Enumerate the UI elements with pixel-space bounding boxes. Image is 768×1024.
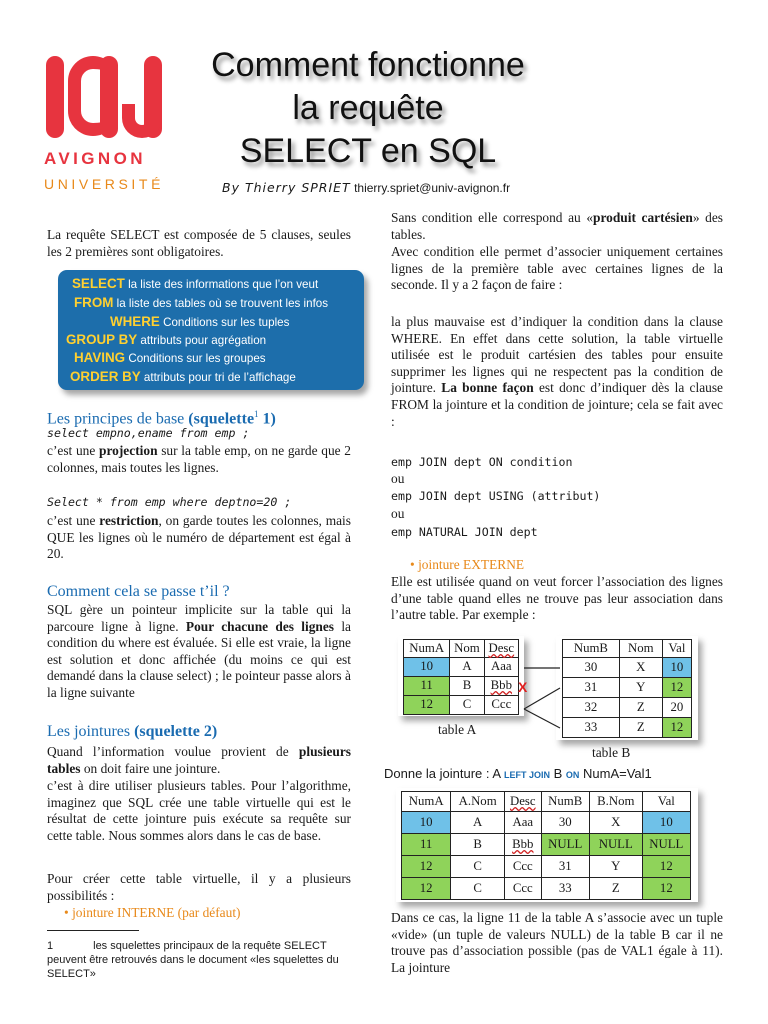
table-row: 12 C Ccc 33 Z 12 [402, 878, 691, 900]
author-email: thierry.spriet@univ-avignon.fr [354, 181, 511, 195]
clause-groupby: GROUP BY attributs pour agrégation [66, 332, 267, 347]
code-join-on: emp JOIN dept ON condition [391, 455, 573, 469]
join-caption: Donne la jointure : A LEFT JOIN B ON NumA=Val1 [384, 766, 652, 781]
table-row: 12 C Ccc 31 Y 12 [402, 856, 691, 878]
text-mauvaise: la plus mauvaise est d’indiquer la condition dans la clause WHERE. En effet dans cette solution, la table virtuelle utilisée est le produit cartésien des tables pour ensuite supprimer les lignes qui ne respectent pas la condition de jointure. La bonne façon est donc d’indiquer dès la clause FROM la jointure et la condition de jointure; cela se fait avec : [391, 314, 723, 429]
code-join-using: emp JOIN dept USING (attribut) [391, 489, 601, 503]
text-dans-ce-cas: Dans ce cas, la ligne 11 de la table A s’associe avec un tuple «vide» (un tuple de valeurs NULL) de la table B car il ne trouve pas d’association possible (pas de VAL1 égale à 11). La jointure [391, 910, 723, 975]
clause-from: FROM la liste des tables où se trouvent les infos [74, 295, 329, 310]
table-row: 33 Z 12 [563, 717, 692, 737]
table-row: 31 Y 12 [563, 677, 692, 697]
code-natural-join: emp NATURAL JOIN dept [391, 525, 538, 539]
text-avec-condition: Avec condition elle permet d’associer uniquement certaines lignes de la première table avec certaines lignes de la seconde. Il y a 2 façon de faire : [391, 244, 723, 293]
result-table [396, 788, 698, 902]
result-table-grid: NumA A.Nom Desc NumB B.Nom Val 10 A Aaa 30 X 10 11 B Bbb NULL NULL NULL 12 C Ccc 31 Y 12 12 C Ccc 33 Z 12 [401, 791, 691, 900]
bullet-interne: • jointure INTERNE (par défaut) [64, 905, 241, 920]
intro-text: La requête SELECT est composée de 5 clauses, seules les 2 premières sont obligatoires. [47, 227, 351, 259]
text-ou-2: ou [391, 506, 405, 521]
text-jointures-3: Pour créer cette table virtuelle, il y a plusieurs possibilités : [47, 871, 351, 903]
clauses-box [58, 270, 364, 390]
table-row: 10 A Aaa 30 X 10 [402, 812, 691, 834]
table-row: 30 X 10 [563, 657, 692, 677]
footnote-divider [47, 930, 139, 931]
text-ou-1: ou [391, 471, 405, 486]
heading-principes: Les principes de base (squelette$^1$ 1) [47, 409, 276, 428]
text-projection: c’est une projection sur la table emp, on ne garde que 2 colonnes, mais toutes les lignes. [47, 443, 351, 475]
join-arrows [398, 636, 698, 746]
logo-text-universite: UNIVERSITÉ [44, 176, 165, 192]
footnote: 1 les squelettes principaux de la requête SELECT peuvent être retrouvés dans le document «les squelettes du SELECT» [47, 940, 339, 980]
text-restriction: c’est une restriction, on garde toutes les colonnes, mais QUE les lignes où le numéro de département est égal à 20. [47, 513, 351, 562]
text-externe: Elle est utilisée quand on veut forcer l’association des lignes d’une table quand elles ne trouve pas leur association dans l’autre table. Par exemple : [391, 574, 723, 623]
code-restriction: Select * from emp where deptno=20 ; [47, 495, 292, 509]
logo-text-avignon: AVIGNON [44, 149, 146, 168]
text-comment: SQL gère un pointeur implicite sur la table qui la parcoure ligne à ligne. Pour chacune des lignes la condition du where est évaluée. Si elle est vraie, la ligne est solution et donc affichée (du moins ce qui est demandé dans la clause select) ; le pointeur passe alors à la ligne suivante [47, 602, 351, 700]
author-name: By Thierry SPRIET [222, 180, 351, 195]
clause-select: SELECT la liste des informations que l’on veut [72, 276, 319, 291]
table-row: 10 A Aaa [404, 657, 519, 676]
text-jointures-1: Quand l’information voulue provient de plusieurs tables on doit faire une jointure. [47, 744, 351, 776]
code-projection: select empno,ename from emp ; [47, 426, 250, 440]
svg-text:X: X [518, 679, 528, 695]
table-b-grid: NumB Nom Val 30 X 10 31 Y 12 32 Z 20 33 Z 12 [562, 639, 692, 738]
text-produit: Sans condition elle correspond au «produit cartésien» des tables. [391, 210, 723, 242]
table-b-label: table B [592, 745, 631, 760]
table-a-grid: NumA Nom Desc 10 A Aaa 11 B Bbb 12 C Ccc [403, 639, 519, 715]
clause-where: WHERE Conditions sur les tuples [110, 314, 290, 329]
author-line [222, 180, 510, 197]
page-title: Comment fonctionne la requête SELECT en SQL [211, 46, 525, 170]
table-row: 12 C Ccc [404, 695, 519, 714]
text-jointures-2: c’est à dire utiliser plusieurs tables. Pour l’algorithme, imaginez que SQL crée une table virtuelle qui est le résultat de cette jointure puis exécute sa requête sur cette table. Nous sommes alors dans le cas de base. [47, 778, 351, 843]
bullet-externe: • jointure EXTERNE [410, 557, 525, 572]
table-row: 32 Z 20 [563, 697, 692, 717]
clause-orderby: ORDER BY attributs pour tri de l’affichage [70, 369, 296, 384]
table-row: 11 B Bbb NULL NULL NULL [402, 834, 691, 856]
table-a-label: table A [438, 722, 477, 737]
table-row: 11 B Bbb [404, 676, 519, 695]
heading-comment: Comment cela se passe t’il ? [47, 583, 230, 600]
heading-jointures: Les jointures (squelette 2) [47, 723, 218, 740]
clause-having: HAVING Conditions sur les groupes [74, 350, 266, 365]
